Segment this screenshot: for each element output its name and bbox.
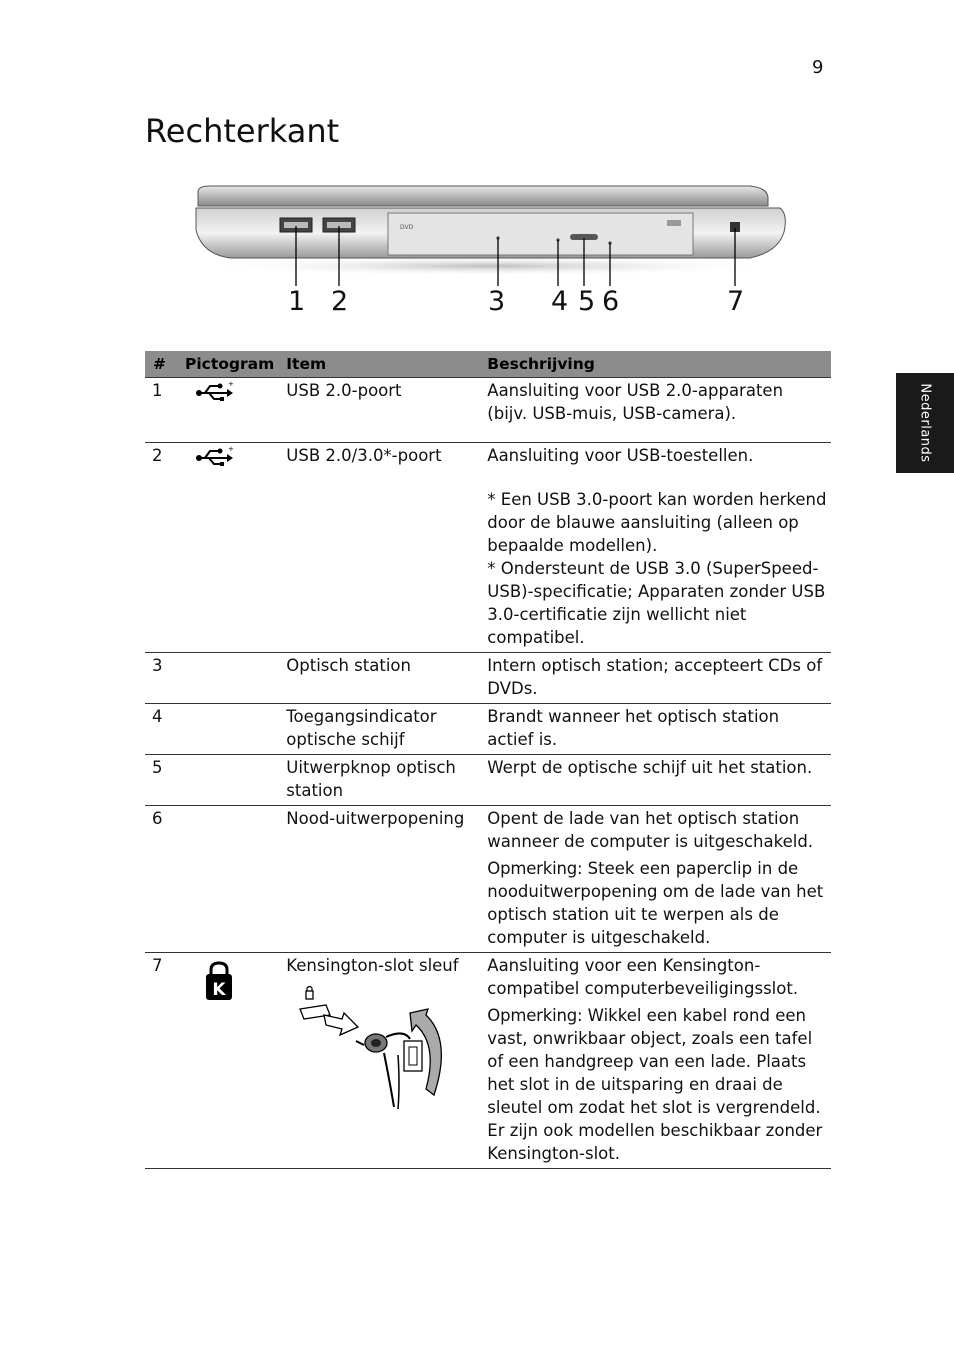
row-number: 6 <box>145 806 177 953</box>
callout-6: 6 <box>602 286 620 317</box>
row-number: 2 <box>145 443 177 653</box>
description-text: Brandt wanneer het optisch station actief is. <box>487 707 780 749</box>
table-row <box>145 378 831 443</box>
table-header-row <box>145 351 831 378</box>
svg-text:+: + <box>228 445 234 453</box>
row-pictogram <box>177 806 278 953</box>
note-label: Opmerking: <box>487 1006 583 1025</box>
row-description <box>479 806 831 953</box>
description-text: Aansluiting voor een Kensington-compatibel computerbeveiligingsslot. <box>487 956 799 998</box>
row-item <box>278 953 479 1169</box>
header-pictogram: Pictogram <box>177 351 278 378</box>
row-item: Toegangsindicator optische schijf <box>278 704 479 755</box>
callout-5: 5 <box>578 286 596 317</box>
row-item: Optisch station <box>278 653 479 704</box>
svg-text:DVD: DVD <box>400 224 414 231</box>
row-description <box>479 653 831 704</box>
row-pictogram <box>177 953 278 1169</box>
table-row <box>145 953 831 1169</box>
kensington-lock-icon <box>203 961 235 1001</box>
svg-text:+: + <box>228 380 234 388</box>
callout-2: 2 <box>331 286 349 317</box>
header-description: Beschrijving <box>479 351 831 378</box>
note-body: Wikkel een kabel rond een vast, onwrikbaar object, zoals een tafel of een handgreep van een lade. Plaats het slot in de uitsparing en draai de sleutel om zodat het slot is vergrendeld. Er zijn ook modellen beschikbaar zonder Kensington-slot. <box>487 1006 823 1163</box>
row-pictogram <box>177 378 278 443</box>
row-pictogram <box>177 653 278 704</box>
callout-1: 1 <box>288 286 306 317</box>
row-pictogram <box>177 443 278 653</box>
row-pictogram <box>177 755 278 806</box>
note-body: Steek een paperclip in de nooduitwerpopening om de lade van het optisch station uit te werpen als de computer is uitgeschakeld. <box>487 859 824 947</box>
table-row <box>145 653 831 704</box>
row-number: 3 <box>145 653 177 704</box>
row-item: USB 2.0-poort <box>278 378 479 443</box>
description-text: Aansluiting voor USB 2.0-apparaten (bijv. USB-muis, USB-camera). <box>487 381 784 423</box>
table-row <box>145 806 831 953</box>
description-text: Opent de lade van het optisch station wanneer de computer is uitgeschakeld. <box>487 809 814 851</box>
table-row <box>145 704 831 755</box>
usb-icon <box>195 446 233 466</box>
note-text <box>487 1004 827 1165</box>
callout-7: 7 <box>727 286 745 317</box>
description-text: * Een USB 3.0-poort kan worden herkend door de blauwe aansluiting (alleen op bepaalde modellen). <box>487 490 827 555</box>
row-description <box>479 755 831 806</box>
description-text: * Ondersteunt de USB 3.0 (SuperSpeed-USB)-specificatie; Apparaten zonder USB 3.0-certificatie zijn wellicht niet compatibel. <box>487 559 826 647</box>
page-number: 9 <box>812 57 824 78</box>
row-description <box>479 443 831 653</box>
table-row <box>145 443 831 653</box>
page-title: Rechterkant <box>145 112 340 150</box>
table-row <box>145 755 831 806</box>
kensington-lock-illustration <box>286 985 456 1115</box>
svg-text:K: K <box>212 980 226 1000</box>
usb-icon <box>195 381 233 401</box>
row-item: USB 2.0/3.0*-poort <box>278 443 479 653</box>
description-text: Werpt de optische schijf uit het station. <box>487 758 813 777</box>
description-text: Intern optisch station; accepteert CDs of DVDs. <box>487 656 823 698</box>
row-number: 5 <box>145 755 177 806</box>
callout-4: 4 <box>551 286 569 317</box>
description-text: Aansluiting voor USB-toestellen. <box>487 446 754 465</box>
callout-3: 3 <box>488 286 506 317</box>
row-description <box>479 704 831 755</box>
note-label: Opmerking: <box>487 859 583 878</box>
header-number: # <box>145 351 177 378</box>
row-item: Nood-uitwerpopening <box>278 806 479 953</box>
right-side-components-table <box>145 351 831 1169</box>
row-description <box>479 953 831 1169</box>
language-tab-label: Nederlands <box>917 383 933 463</box>
row-number: 4 <box>145 704 177 755</box>
language-tab <box>896 373 954 473</box>
row-description <box>479 378 831 443</box>
row-number: 7 <box>145 953 177 1169</box>
row-pictogram <box>177 704 278 755</box>
header-item: Item <box>278 351 479 378</box>
row-item-label: Kensington-slot sleuf <box>286 956 459 975</box>
row-number: 1 <box>145 378 177 443</box>
note-text <box>487 857 827 949</box>
row-item: Uitwerpknop optisch station <box>278 755 479 806</box>
